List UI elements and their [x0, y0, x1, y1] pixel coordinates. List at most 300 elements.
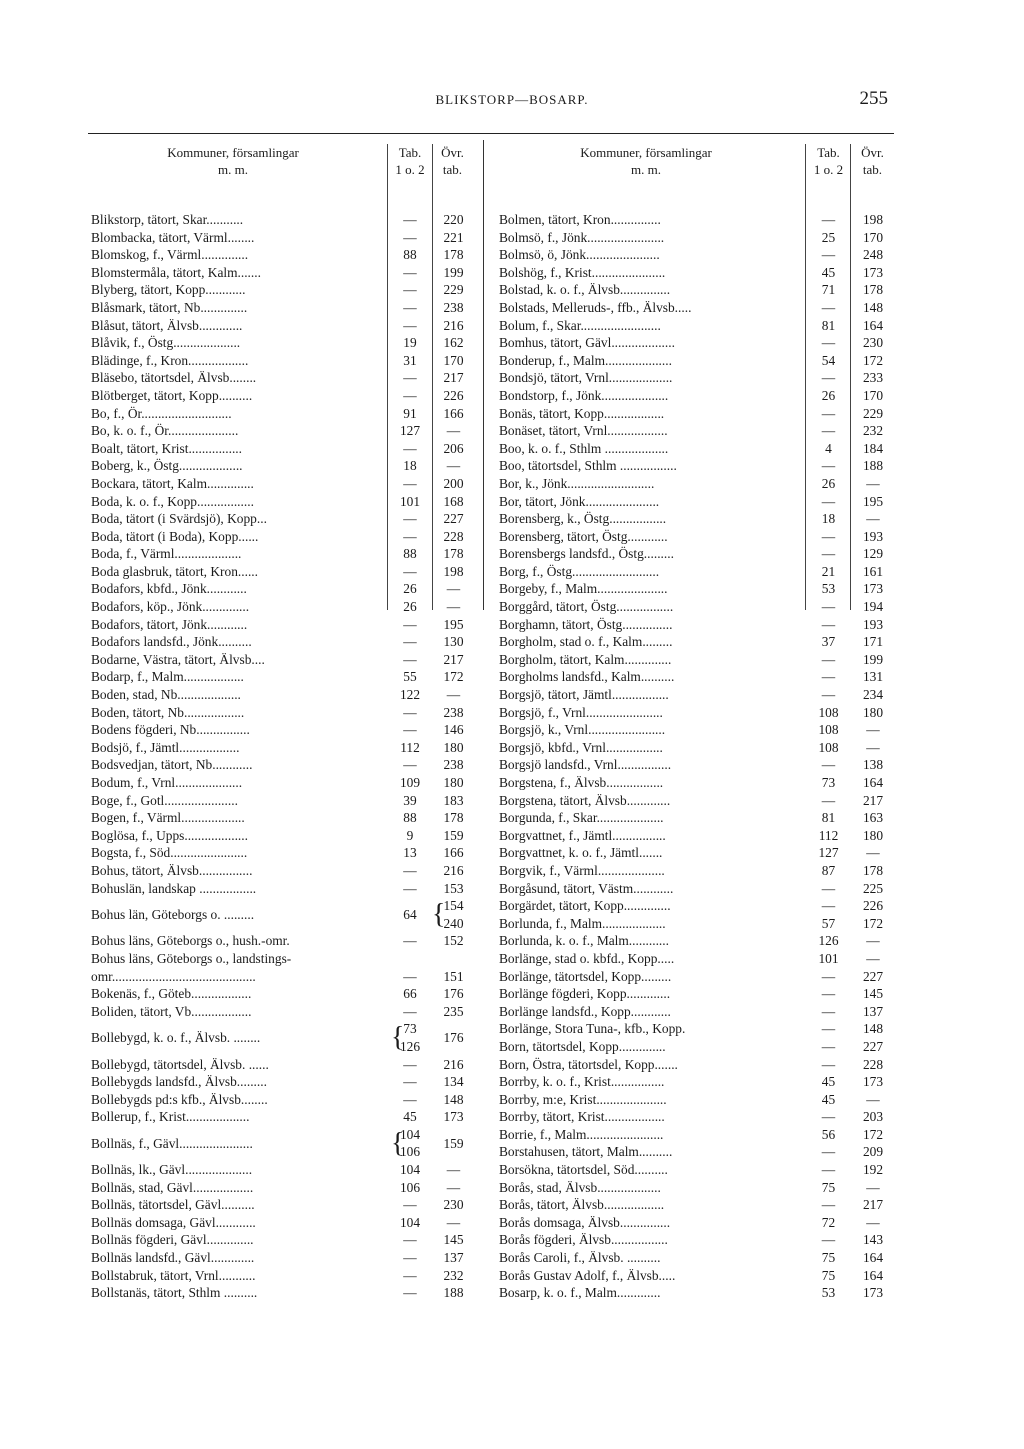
table-row [496, 1284, 894, 1302]
ovr-value: 151 [443, 968, 464, 984]
ovr-value: 200 [443, 475, 464, 491]
ovr-value: — [866, 1214, 880, 1230]
entry-name: Borg, f., Östg.......................... [499, 563, 660, 579]
ovr-value: 183 [443, 792, 464, 808]
ovr-value: — [446, 599, 461, 615]
table-row [496, 774, 894, 792]
ovr-value: — [446, 1214, 461, 1230]
ovr-value: 226 [443, 387, 464, 403]
ovr-value: 234 [862, 687, 884, 703]
ovr-value: 184 [862, 440, 884, 456]
ovr-value: 148 [443, 1091, 464, 1107]
tab-value: 88 [403, 247, 417, 263]
tab-value: — [821, 968, 836, 984]
entry-name: Borås Caroli, f., Älvsb. .......... [499, 1250, 661, 1266]
ovr-value: 188 [443, 1285, 464, 1301]
page-number: 255 [859, 88, 888, 109]
tab-value: — [821, 757, 836, 773]
ovr-value: 232 [862, 423, 884, 439]
tab-value: — [403, 1267, 417, 1283]
table-row [88, 651, 473, 669]
entry-name: omr........................................... [91, 968, 256, 984]
ovr-value: — [866, 1179, 880, 1195]
entry-name: Boberg, k., Östg................... [91, 458, 243, 474]
ovr-value: — [866, 1091, 880, 1107]
column-header-ovr [432, 144, 473, 178]
tab-value: — [403, 212, 417, 227]
ovr-value: 153 [443, 880, 464, 896]
entry-name: Bockara, tätort, Kalm.............. [91, 475, 254, 491]
table-row [88, 246, 473, 264]
entry-name: Borlänge, Stora Tuna-, kfb., Kopp. [499, 1021, 686, 1037]
entry-name: Borlänge, stad o. kbfd., Kopp..... [499, 950, 675, 966]
brace-mark: { [432, 899, 446, 931]
tab-value: 9 [406, 827, 414, 843]
entry-name: Boliden, tätort, Vb.................. [91, 1003, 252, 1019]
table-row [88, 950, 473, 968]
ovr-value: 216 [443, 862, 464, 878]
entry-name: Borlunda, k. o. f., Malm............ [499, 933, 669, 949]
table-row [88, 704, 473, 722]
ovr-value: 220 [443, 212, 464, 227]
entry-name: Blombacka, tätort, Värml........ [91, 229, 255, 245]
entry-name: Bolum, f., Skar........................ [499, 317, 661, 333]
ovr-value: 164 [862, 775, 884, 790]
ovr-value: 240 [443, 915, 464, 931]
tab-value: — [821, 880, 836, 896]
tab-value: 54 [821, 352, 836, 368]
ovr-value: 198 [443, 563, 464, 579]
entry-name: Borlunda, f., Malm................... [499, 915, 666, 931]
tab-value: — [821, 299, 836, 315]
tab-value: — [403, 880, 417, 896]
table-row [88, 334, 473, 352]
ovr-value: 164 [862, 1250, 884, 1266]
brace-mark: { [391, 1022, 405, 1054]
table-row [88, 932, 473, 950]
entry-name: Borgvattnet, k. o. f., Jämtl....... [499, 845, 663, 861]
entry-name: Bollerup, f., Krist................... [91, 1109, 250, 1125]
ovr-value: 166 [443, 845, 464, 861]
tab-value: — [821, 1038, 836, 1054]
ovr-value: 129 [862, 546, 884, 562]
table-row [496, 1020, 894, 1038]
right-rows [496, 211, 894, 1302]
ovr-value: 193 [862, 616, 884, 632]
entry-name: Boo, k. o. f., Sthlm ................... [499, 440, 669, 456]
ovr-value: 195 [862, 493, 884, 509]
table-row [88, 440, 473, 458]
ovr-value: 209 [862, 1144, 884, 1160]
table-row [88, 1267, 473, 1285]
table-row [88, 1249, 473, 1267]
table-row [88, 1196, 473, 1214]
entry-name: Borgstena, f., Älvsb................. [499, 775, 664, 790]
entry-name: Boda, k. o. f., Kopp................. [91, 493, 254, 509]
ovr-value: 148 [862, 1021, 884, 1037]
tab-value: — [821, 405, 836, 421]
entry-name: Bollebygds landsfd., Älvsb......... [91, 1074, 267, 1090]
table-row [496, 668, 894, 686]
table-row [88, 844, 473, 862]
table-row [88, 1091, 473, 1109]
ovr-value: 180 [862, 704, 884, 720]
entry-name: Borensberg, k., Östg................. [499, 511, 667, 527]
tab-value: 45 [821, 1091, 836, 1107]
entry-name: Borås fögderi, Älvsb................. [499, 1232, 668, 1248]
tab-value: — [403, 511, 417, 527]
entry-name: Bollnäs, lk., Gävl.................... [91, 1162, 253, 1178]
table-row [496, 598, 894, 616]
ovr-value: 173 [862, 581, 884, 597]
tab-value: — [403, 563, 417, 579]
ovr-value: — [866, 722, 880, 738]
tab-value: — [403, 1197, 417, 1213]
tab-value: 108 [818, 704, 839, 720]
table-row [88, 369, 473, 387]
tab-value: 53 [821, 581, 836, 597]
table-row [88, 774, 473, 792]
header-tab-line1: Tab. [398, 145, 422, 160]
ovr-value: 238 [443, 299, 464, 315]
tab-value: — [821, 898, 836, 914]
table-row [88, 545, 473, 563]
tab-value: — [403, 370, 417, 386]
table-row [496, 704, 894, 722]
tab-value: 106 [399, 1179, 421, 1195]
ovr-value: 176 [443, 1030, 464, 1046]
column-header-tab [389, 144, 431, 178]
table-row [88, 510, 473, 528]
entry-name: Boglösa, f., Upps................... [91, 827, 248, 843]
tab-value: — [403, 528, 417, 544]
table-row [496, 1056, 894, 1074]
tab-value: 112 [400, 739, 420, 755]
table-row [88, 580, 473, 598]
table-row [496, 1161, 894, 1179]
header-name-line1: Kommuner, församlingar [167, 145, 299, 160]
table-row [496, 651, 894, 669]
entry-name: Borgholms landsfd., Kalm.......... [499, 669, 675, 685]
entry-name: Bonäs, tätort, Kopp.................. [499, 405, 665, 421]
column-header-name [88, 144, 378, 178]
table-row [88, 352, 473, 370]
ovr-value: 171 [862, 634, 884, 650]
tab-value: 126 [399, 1038, 421, 1054]
table-row [496, 950, 894, 968]
table-row [88, 1231, 473, 1249]
tab-value: 75 [821, 1250, 836, 1266]
ovr-value: 228 [443, 528, 464, 544]
tab-value: 55 [403, 669, 417, 685]
tab-value: — [821, 1144, 836, 1160]
entry-name: Blädinge, f., Kron.................. [91, 352, 249, 368]
table-row [88, 897, 473, 932]
table-row [88, 563, 473, 581]
table-row [88, 968, 473, 986]
entry-name: Borrie, f., Malm....................... [499, 1126, 664, 1142]
ovr-value: 130 [443, 634, 464, 650]
ovr-value: — [446, 423, 461, 439]
entry-name: Borgholm, tätort, Kalm.............. [499, 651, 672, 667]
tab-value: 26 [821, 475, 836, 491]
table-row [496, 1231, 894, 1249]
tab-value: — [403, 722, 417, 738]
table-row [496, 985, 894, 1003]
table-row [88, 598, 473, 616]
table-row [496, 739, 894, 757]
table-row [88, 633, 473, 651]
right-column [496, 134, 894, 1301]
tab-value: — [403, 1003, 417, 1019]
ovr-value: 217 [862, 1197, 884, 1213]
ovr-value: 199 [862, 651, 884, 667]
entry-name: Bomhus, tätort, Gävl................... [499, 335, 675, 351]
table-row [496, 756, 894, 774]
tab-value: — [821, 212, 836, 227]
brace-mark: { [391, 1127, 405, 1159]
ovr-value: 164 [862, 317, 884, 333]
tab-value: — [403, 264, 417, 280]
header-ovr-line2: tab. [442, 162, 463, 177]
tab-value: — [821, 687, 836, 703]
ovr-value: 198 [862, 212, 884, 227]
tab-value: — [821, 1232, 836, 1248]
table-row [88, 1108, 473, 1126]
entry-name: Bor, k., Jönk.......................... [499, 475, 655, 491]
tab-value: — [403, 616, 417, 632]
entry-name: Bodens fögderi, Nb................ [91, 722, 250, 738]
entry-name: Bolshög, f., Krist...................... [499, 264, 666, 280]
entry-name: Bodafors, köp., Jönk.............. [91, 599, 250, 615]
entry-name: Borgstena, tätort, Älvsb............. [499, 792, 671, 808]
table-row [88, 1073, 473, 1091]
ovr-value: 235 [443, 1003, 464, 1019]
tab-value: — [821, 458, 836, 474]
entry-name: Bolstad, k. o. f., Älvsb............... [499, 282, 671, 298]
entry-name: Blyberg, tätort, Kopp............ [91, 282, 246, 298]
column-header-tab [807, 144, 850, 178]
ovr-value: 216 [443, 317, 464, 333]
entry-name: Blåsmark, tätort, Nb.............. [91, 299, 248, 315]
tab-value: 53 [821, 1285, 836, 1301]
entry-name: Bollnäs domsaga, Gävl............ [91, 1214, 256, 1230]
running-title: BLIKSTORP—BOSARP. [435, 92, 589, 107]
tab-value: — [821, 1056, 836, 1072]
ovr-value: 137 [862, 1003, 884, 1019]
table-row [496, 1196, 894, 1214]
entry-name: Borggård, tätort, Östg................. [499, 599, 674, 615]
entry-name: Borgåsund, tätort, Västm............ [499, 880, 674, 896]
ovr-value: 145 [862, 986, 884, 1002]
entry-name: Borås, tätort, Älvsb.................. [499, 1197, 665, 1213]
ovr-value: 203 [862, 1109, 884, 1125]
tab-value: — [821, 1003, 836, 1019]
tab-value: — [403, 1250, 417, 1266]
ovr-value: — [866, 475, 880, 491]
tab-value: 104 [399, 1126, 421, 1142]
tab-value: — [403, 968, 417, 984]
ovr-value: 229 [862, 405, 884, 421]
ovr-value: 238 [443, 757, 464, 773]
table-row [88, 1126, 473, 1161]
ovr-value: 173 [443, 1109, 464, 1125]
tab-value: 108 [818, 722, 839, 738]
tab-value: 75 [821, 1267, 836, 1283]
ovr-value: 180 [862, 827, 884, 843]
entry-name: Bollnäs, stad, Gävl.................. [91, 1179, 254, 1195]
tab-value: — [403, 1232, 417, 1248]
table-row [496, 317, 894, 335]
entry-name: Bodarp, f., Malm.................. [91, 669, 244, 685]
entry-name: Bläsebo, tätortsdel, Älvsb........ [91, 370, 257, 386]
ovr-value: — [866, 739, 880, 755]
tab-value: — [403, 757, 417, 773]
ovr-value: — [866, 845, 880, 861]
tab-value: 18 [403, 458, 417, 474]
tab-value: — [403, 282, 417, 298]
table-row [88, 1020, 473, 1055]
table-row [496, 1267, 894, 1285]
tab-value: — [403, 317, 417, 333]
entry-name: Borsökna, tätortsdel, Söd.......... [499, 1162, 668, 1178]
tab-value: — [821, 335, 836, 351]
table-row [496, 1143, 894, 1161]
table-row [88, 457, 473, 475]
table-row [496, 299, 894, 317]
tab-value: — [821, 616, 836, 632]
tab-value: — [403, 1285, 417, 1301]
table-row [88, 475, 473, 493]
entry-name: Borghamn, tätort, Östg............... [499, 616, 673, 632]
ovr-value: 163 [862, 810, 884, 826]
entry-name: Blomskog, f., Värml.............. [91, 247, 249, 263]
entry-name: Boo, tätortsdel, Sthlm ................. [499, 458, 677, 474]
table-row [496, 352, 894, 370]
tab-value: 39 [403, 792, 417, 808]
table-row [88, 616, 473, 634]
header-tab-line1: Tab. [817, 145, 840, 160]
ovr-value: 170 [443, 352, 464, 368]
tab-value: — [821, 669, 836, 685]
table-row [496, 862, 894, 880]
entry-name: Bollebygd, k. o. f., Älvsb. ........ [91, 1030, 261, 1046]
entry-name: Bolstads, Melleruds-, ffb., Älvsb..... [499, 299, 692, 315]
table-row [496, 1073, 894, 1091]
ovr-value: 193 [862, 528, 884, 544]
ovr-value: 217 [443, 651, 464, 667]
tab-value: 71 [821, 282, 836, 298]
table-row [496, 211, 894, 229]
table-row [496, 1003, 894, 1021]
entry-name: Bollebygds pd:s kfb., Älvsb........ [91, 1091, 268, 1107]
tab-value: 64 [403, 906, 417, 922]
ovr-value: 230 [862, 335, 884, 351]
ovr-value: 227 [443, 511, 464, 527]
entry-name: Bollnäs, f., Gävl...................... [91, 1135, 253, 1151]
tab-value: — [821, 546, 836, 562]
entry-name: Boda, tätort (i Boda), Kopp...... [91, 528, 259, 544]
tab-value: — [821, 986, 836, 1002]
tab-value: 127 [818, 845, 839, 861]
entry-name: Borensbergs landsfd., Östg......... [499, 546, 674, 562]
entry-name: Bodsjö, f., Jämtl.................. [91, 739, 240, 755]
tab-value: 72 [821, 1214, 836, 1230]
ovr-value: — [866, 950, 880, 966]
entry-name: Bohuslän, landskap ................. [91, 880, 257, 896]
tab-value: 37 [821, 634, 836, 650]
table-row [496, 915, 894, 933]
table-row [88, 299, 473, 317]
tab-value: 26 [403, 599, 417, 615]
entry-name: Boge, f., Gotl...................... [91, 792, 238, 808]
ovr-value: 173 [862, 1074, 884, 1090]
entry-name: Bolmen, tätort, Kron............... [499, 212, 661, 227]
tab-value: — [821, 247, 836, 263]
entry-name: Bollebygd, tätortsdel, Älvsb. ...... [91, 1056, 269, 1072]
table-row [88, 405, 473, 423]
table-row [496, 580, 894, 598]
table-row [88, 1003, 473, 1021]
table-row [496, 897, 894, 915]
ovr-value: 148 [862, 299, 884, 315]
header-ovr-line1: Övr. [861, 145, 884, 160]
ovr-value: 170 [862, 229, 884, 245]
entry-name: Bohus läns, Göteborgs o., landstings- [91, 950, 292, 966]
tab-value: — [403, 651, 417, 667]
table-row [88, 721, 473, 739]
entry-name: Bollnäs fögderi, Gävl.............. [91, 1232, 254, 1248]
table-row [88, 1214, 473, 1232]
ovr-value: 161 [862, 563, 884, 579]
entry-name: Borrby, tätort, Krist.................. [499, 1109, 665, 1125]
entry-name: Blomstermåla, tätort, Kalm....... [91, 264, 261, 280]
entry-name: Blötberget, tätort, Kopp.......... [91, 387, 253, 403]
ovr-value: 178 [443, 247, 464, 263]
tab-value: 26 [403, 581, 417, 597]
tab-value: 88 [403, 546, 417, 562]
ovr-value: 178 [443, 810, 464, 826]
ovr-value: 173 [862, 264, 884, 280]
table-row [496, 528, 894, 546]
tab-value: 45 [403, 1109, 417, 1125]
entry-name: Borgholm, stad o. f., Kalm......... [499, 634, 673, 650]
ovr-value: 233 [862, 370, 884, 386]
ovr-value: 225 [862, 880, 884, 896]
ovr-value: 159 [443, 827, 464, 843]
tab-value: 91 [403, 405, 417, 421]
tab-value: 75 [821, 1179, 836, 1195]
entry-name: Bohus, tätort, Älvsb................ [91, 862, 253, 878]
table-row [496, 792, 894, 810]
ovr-value: 217 [443, 370, 464, 386]
tab-value: — [821, 423, 836, 439]
tab-value: — [821, 792, 836, 808]
tab-value: 88 [403, 810, 417, 826]
entry-name: Borlänge, tätortsdel, Kopp......... [499, 968, 672, 984]
table-row [496, 809, 894, 827]
entry-name: Born, tätortsdel, Kopp.............. [499, 1038, 666, 1054]
ovr-value: 194 [862, 599, 884, 615]
tab-value: 101 [399, 493, 421, 509]
ovr-value: 180 [443, 775, 464, 790]
tab-value: 26 [821, 387, 836, 403]
entry-name: Bollstanäs, tätort, Sthlm .......... [91, 1285, 258, 1301]
ovr-value: 143 [862, 1232, 884, 1248]
entry-name: Bor, tätort, Jönk...................... [499, 493, 660, 509]
table-row [88, 493, 473, 511]
tab-value: — [821, 370, 836, 386]
